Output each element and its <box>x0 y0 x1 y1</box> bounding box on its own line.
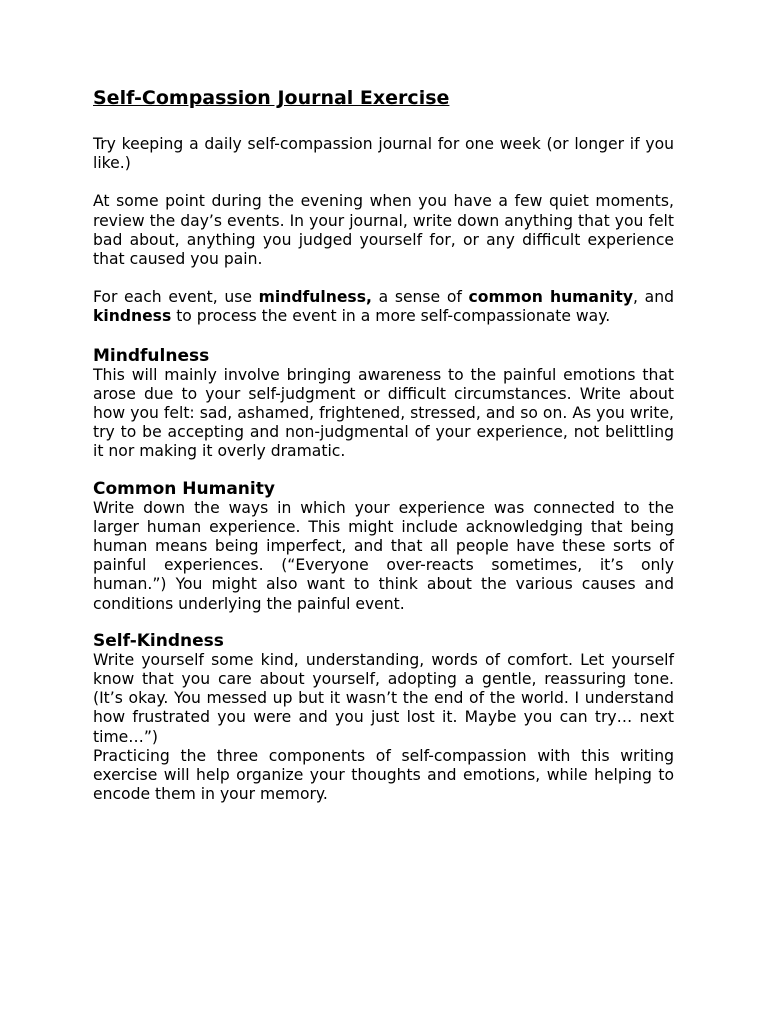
document-title: Self-Compassion Journal Exercise <box>93 87 450 109</box>
mindfulness-body: This will mainly involve bringing awareness to the painful emotions that arose due to your self-judgment or difficult circumstances. Write about how you felt: sad, ashamed, frightened, stressed, and so on. As you write, try to be accepting and non-judgmental of your experience, not belittling it nor making it overly dramatic. <box>93 365 674 461</box>
process-paragraph <box>93 288 674 326</box>
process-bold-common-humanity: common humanity <box>468 288 634 307</box>
mindfulness-section <box>93 346 674 462</box>
process-text-2: a sense of <box>371 288 469 307</box>
closing-paragraph: Practicing the three components of self-compassion with this writing exercise will help organize your thoughts and emotions, while helping to encode them in your memory. <box>93 746 674 804</box>
common-humanity-body: Write down the ways in which your experience was connected to the larger human experience. This might include acknowledging that being human means being imperfect, and that all people have these sorts of painful experiences. (“Everyone over-reacts sometimes, it’s only human.”) You might also want to think about the various causes and conditions underlying the painful event. <box>93 498 674 613</box>
self-kindness-body: Write yourself some kind, understanding, words of comfort. Let yourself know that you care about yourself, adopting a gentle, reassuring tone. (It’s okay. You messed up but it wasn’t the end of the world. I understand how frustrated you were and you just lost it. Maybe you can try… next time…”) <box>93 650 674 746</box>
process-bold-kindness: kindness <box>93 307 172 326</box>
intro-paragraph: Try keeping a daily self-compassion journal for one week (or longer if you like.) <box>93 135 674 173</box>
mindfulness-heading: Mindfulness <box>93 345 210 366</box>
process-bold-mindfulness: mindfulness, <box>258 288 372 307</box>
self-kindness-heading: Self-Kindness <box>93 630 224 651</box>
process-text-1: For each event, use <box>93 288 259 307</box>
process-text-3: , and <box>633 288 674 307</box>
document-page <box>93 84 674 821</box>
process-text-4: to process the event in a more self-compassionate way. <box>171 307 611 326</box>
evening-paragraph: At some point during the evening when you have a few quiet moments, review the day’s events. In your journal, write down anything that you felt bad about, anything you judged yourself for, or any difficult experience that caused you pain. <box>93 192 674 269</box>
self-kindness-section <box>93 631 674 805</box>
common-humanity-section <box>93 479 674 614</box>
common-humanity-heading: Common Humanity <box>93 478 275 499</box>
